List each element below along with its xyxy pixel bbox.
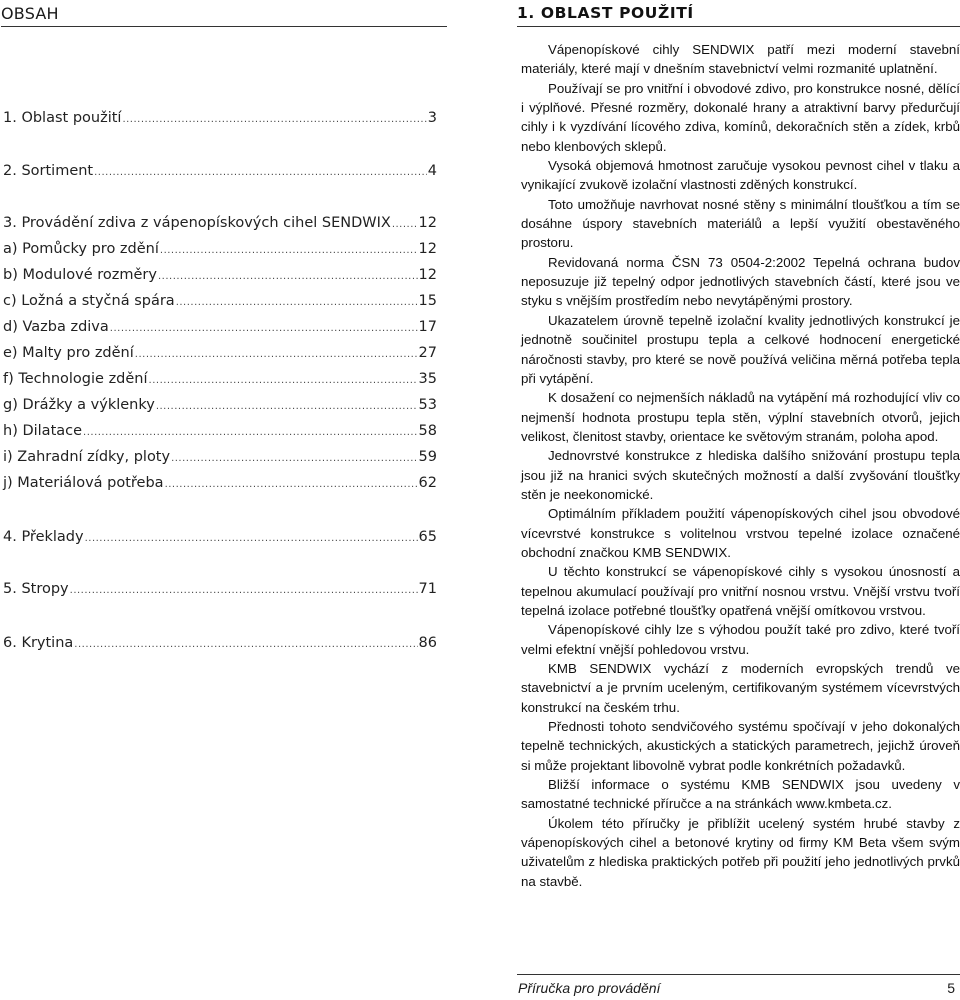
toc-leader-dots: [83, 424, 418, 442]
toc-leader-dots: [110, 320, 418, 338]
toc-entry-text: f) Technologie zdění: [3, 371, 148, 387]
toc-entry-text: g) Drážky a výklenky: [3, 397, 155, 413]
toc-entry: [3, 292, 437, 312]
toc-entry: [3, 318, 437, 338]
paragraph: Jednovrstvé konstrukce z hlediska dalšího snižování prostupu tepla jsou již na hranici svých skutečných možností a další zvyšování tloušťky stěn je neekonomické.: [521, 448, 960, 502]
paragraph: Optimálním příkladem použití vápenopískových cihel jsou obvodové vícevrstvé konstrukce s volitelnou vrstvou tepelné izolace označené obchodní značkou KMB SENDWIX.: [521, 506, 960, 560]
toc-entry-page: 12: [418, 215, 437, 231]
paragraph: Revidovaná norma ČSN 73 0504-2:2002 Tepelná ochrana budov neposuzuje již tepelný odpor jednotlivých stavebních částí, které jsou ve styku s vnějším prostředím nebo nevytápěnými prostory.: [521, 254, 960, 309]
toc-entry-text: e) Malty pro zdění: [3, 345, 134, 361]
toc-entry: [3, 214, 437, 234]
toc-entry-page: 62: [418, 475, 437, 491]
page-footer: [517, 974, 960, 996]
toc-entry-page: 4: [427, 163, 437, 179]
paragraph: Vysoká objemová hmotnost zaručuje vysokou pevnost cihel v tlaku a vynikající zvukově izolační vlastnosti zděných konstrukcí.: [521, 158, 960, 193]
toc-leader-dots: [149, 372, 418, 390]
toc-entry-page: 12: [418, 241, 437, 257]
toc-entry-text: d) Vazba zdiva: [3, 319, 109, 335]
toc-entry-page: 58: [418, 423, 437, 439]
toc-entry-page: 53: [418, 397, 437, 413]
section-title: 1. OBLAST POUŽITÍ: [517, 4, 960, 27]
toc-leader-dots: [156, 398, 418, 416]
toc-entry-page: 59: [418, 449, 437, 465]
paragraph: Vápenopískové cihly SENDWIX patří mezi moderní stavební materiály, které mají v dnešním stavebnictví velmi rozmanité uplatnění.: [521, 42, 960, 77]
toc-entry-page: 27: [418, 345, 437, 361]
toc-entry: [3, 240, 437, 260]
toc-leader-dots: [85, 530, 418, 548]
toc-leader-dots: [74, 636, 417, 654]
toc-entry-page: 3: [427, 110, 437, 126]
toc-entry: [3, 528, 437, 548]
paragraph: K dosažení co nejmenších nákladů na vytápění má rozhodující vliv co nejmenší hodnota prostupu tepla stěn, výplní stavebních otvorů, jejich velikost, členitost stavby, orientace ke světovým stranám, poloha apod.: [521, 390, 960, 444]
toc-entry: [3, 634, 437, 654]
toc-entry-text: h) Dilatace: [3, 423, 83, 439]
paragraph: Úkolem této příručky je přiblížit ucelený systém hrubé stavby z vápenopískových cihel a betonové krytiny od firmy KM Beta všem svým uživatelům z hlediska praktických potřeb při použití jeho jednotlivých prvků na stavbě.: [521, 815, 960, 889]
paragraph: U těchto konstrukcí se vápenopískové cihly s vysokou únosností a tepelnou akumulací používají pro vnitřní nosnou vrstvu. Vnější vrstvu tvoří tepelná izolace potřebné tloušťky opatřená vnější omítkovou vrstvou.: [521, 564, 960, 618]
toc-entry-text: 4. Překlady: [3, 529, 84, 545]
toc-entry-text: 3. Provádění zdiva z vápenopískových cihel SENDWIX: [3, 215, 391, 231]
toc-entry: [3, 580, 437, 600]
toc-entry-page: 65: [418, 529, 437, 545]
paragraph: Toto umožňuje navrhovat nosné stěny s minimální tloušťkou a tím se dosáhne úspory stavebních materiálů a lepší využití obestavěného prostoru.: [521, 196, 960, 251]
section-oblast-pouziti: [517, 0, 960, 1000]
section-body: [521, 40, 960, 891]
toc-entry-page: 12: [418, 267, 437, 283]
toc-entry-page: 15: [418, 293, 437, 309]
toc-entry: [3, 448, 437, 468]
toc-entry-page: 17: [418, 319, 437, 335]
toc-leader-dots: [392, 216, 418, 234]
toc-entry-page: 71: [418, 581, 437, 597]
toc-entry-text: b) Modulové rozměry: [3, 267, 157, 283]
toc-entry-text: i) Zahradní zídky, ploty: [3, 449, 171, 465]
toc-leader-dots: [122, 111, 426, 129]
paragraph: Používají se pro vnitřní i obvodové zdivo, pro konstrukce nosné, dělící i výplňové. Přesné rozměry, dokonalé hrany a atraktivní barvy předurčují cihly i k vyzdívání lícového zdiva, komínů, dekoračních stěn a zídek, krbů nebo klenbových sklepů.: [521, 80, 960, 154]
toc-leader-dots: [94, 164, 427, 182]
toc-leader-dots: [135, 346, 418, 364]
toc-entry-text: 2. Sortiment: [3, 163, 94, 179]
toc-entry: [3, 474, 437, 494]
toc-entry-page: 86: [418, 635, 437, 651]
page-number: 5: [947, 980, 955, 996]
toc-entry-text: 5. Stropy: [3, 581, 69, 597]
toc-entry-text: a) Pomůcky pro zdění: [3, 241, 159, 257]
toc-entry: [3, 266, 437, 286]
toc-title: OBSAH: [1, 4, 447, 27]
paragraph: Přednosti tohoto sendvičového systému spočívají v jeho dokonalých tepelně technických, akustických a statických parametrech, jejichž úroveň si může projektant libovolně vybrat podle konkrétních požadavků.: [521, 719, 960, 773]
toc-leader-dots: [176, 294, 418, 312]
toc-entry-text: c) Ložná a styčná spára: [3, 293, 175, 309]
toc-entry: [3, 162, 437, 182]
toc-entry-text: 6. Krytina: [3, 635, 74, 651]
footer-label: Příručka pro provádění: [518, 980, 661, 996]
toc-leader-dots: [165, 476, 418, 494]
toc-entry: [3, 422, 437, 442]
toc-entry-page: 35: [418, 371, 437, 387]
toc-entry-text: j) Materiálová potřeba: [3, 475, 164, 491]
paragraph: Ukazatelem úrovně tepelně izolační kvality jednotlivých konstrukcí je jednotně součinitel prostupu tepla a celkové hodnocení energetické náročnosti stavby, pro které se nově používá veličina měrná potřeba tepla při vytápění.: [521, 312, 960, 386]
toc-entry-text: 1. Oblast použití: [3, 110, 122, 126]
paragraph: Vápenopískové cihly lze s výhodou použít také pro zdivo, které tvoří velmi efektní vnější pohledovou vrstvu.: [521, 622, 960, 657]
toc-leader-dots: [70, 582, 418, 600]
toc-entry: [3, 396, 437, 416]
table-of-contents: [0, 0, 448, 1000]
toc-entry: [3, 109, 437, 129]
toc-leader-dots: [158, 268, 418, 286]
toc-leader-dots: [171, 450, 417, 468]
paragraph: KMB SENDWIX vychází z moderních evropských trendů ve stavebnictví a je prvním uceleným, certifikovaným systémem vícevrstvých konstrukcí na českém trhu.: [521, 661, 960, 715]
toc-entry: [3, 344, 437, 364]
paragraph: Bližší informace o systému KMB SENDWIX jsou uvedeny v samostatné technické příručce a na stránkách www.kmbeta.cz.: [521, 777, 960, 812]
toc-entry: [3, 370, 437, 390]
toc-leader-dots: [160, 242, 418, 260]
